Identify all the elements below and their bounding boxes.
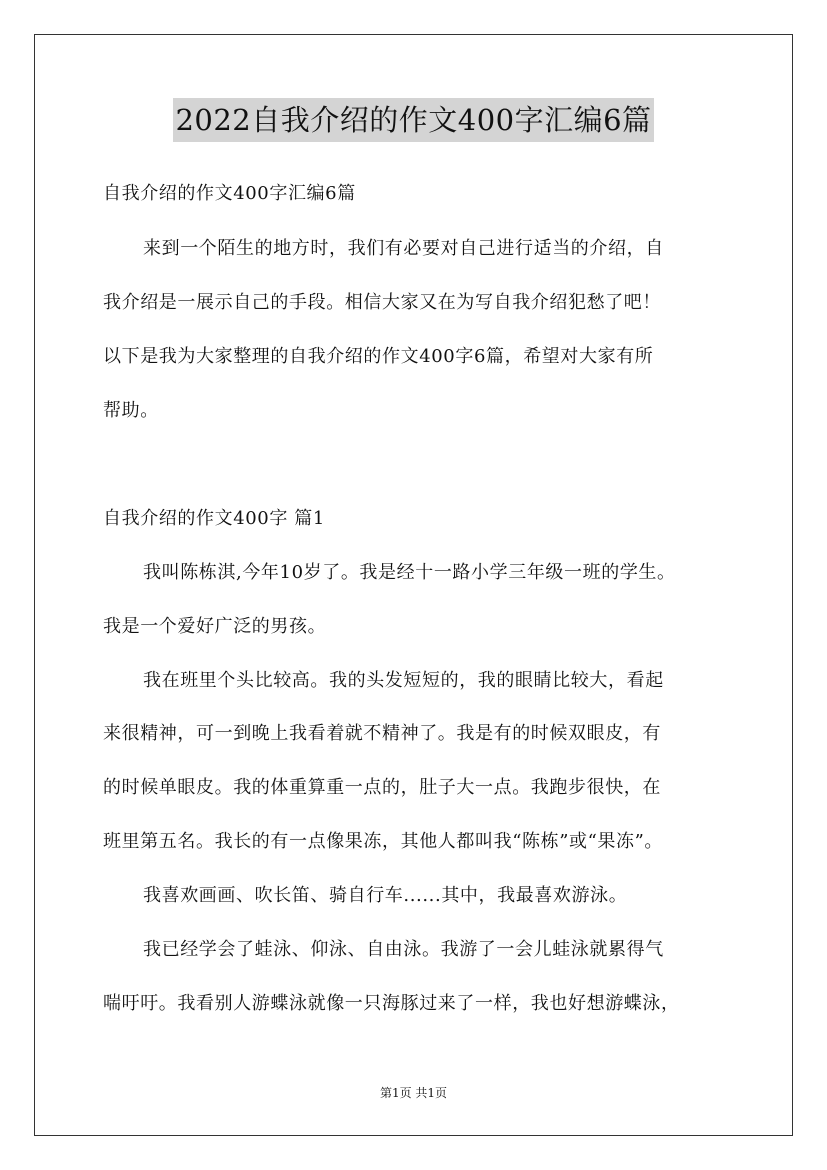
paragraph-line: 我喜欢画画、吹长笛、骑自行车......其中，我最喜欢游泳。 bbox=[143, 885, 628, 906]
document-title: 2022自我介绍的作文400字汇编6篇 bbox=[173, 98, 653, 142]
paragraph-line: 以下是我为大家整理的自我介绍的作文400字6篇，希望对大家有所 bbox=[103, 346, 654, 367]
page-footer: 第1页 共1页 bbox=[379, 1086, 448, 1100]
paragraph-line: 我已经学会了蛙泳、仰泳、自由泳。我游了一会儿蛙泳就累得气 bbox=[143, 939, 664, 960]
paragraph-line: 班里第五名。我长的有一点像果冻，其他人都叫我“陈栋”或“果冻”。 bbox=[103, 831, 664, 852]
paragraph-line: 我叫陈栋淇,今年10岁了。我是经十一路小学三年级一班的学生。 bbox=[143, 562, 676, 583]
paragraph-line: 我介绍是一展示自己的手段。相信大家又在为写自我介绍犯愁了吧！ bbox=[103, 292, 661, 313]
section-heading: 自我介绍的作文400字 篇1 bbox=[103, 508, 325, 529]
paragraph-line: 来到一个陌生的地方时，我们有必要对自己进行适当的介绍，自 bbox=[143, 238, 664, 259]
paragraph-line: 我在班里个头比较高。我的头发短短的，我的眼睛比较大，看起 bbox=[143, 670, 664, 691]
paragraph-line: 喘吁吁。我看别人游蝶泳就像一只海豚过来了一样，我也好想游蝶泳， bbox=[103, 993, 680, 1014]
paragraph-line: 我是一个爱好广泛的男孩。 bbox=[103, 616, 327, 637]
paragraph-line: 来很精神，可一到晚上我看着就不精神了。我是有的时候双眼皮，有 bbox=[103, 723, 661, 744]
subtitle-line: 自我介绍的作文400字汇编6篇 bbox=[103, 183, 356, 204]
title-container bbox=[0, 98, 827, 142]
paragraph-line: 的时候单眼皮。我的体重算重一点的，肚子大一点。我跑步很快，在 bbox=[103, 777, 661, 798]
paragraph-line: 帮助。 bbox=[103, 400, 159, 421]
